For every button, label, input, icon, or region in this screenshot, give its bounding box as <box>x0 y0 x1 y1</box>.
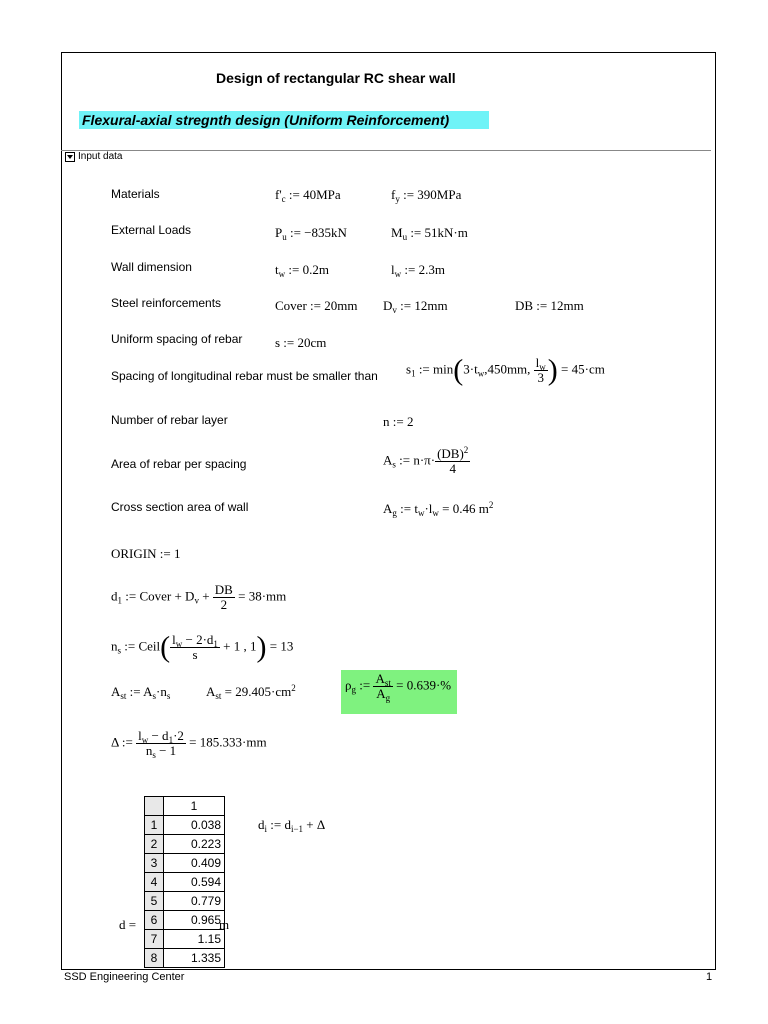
row-value: 0.594 <box>164 873 225 892</box>
eq-db: DB := 12mm <box>515 298 584 313</box>
row-index: 3 <box>145 854 164 873</box>
val-lw: 2.3m <box>418 262 445 277</box>
eq-mu: $M_u$ := 51kN·m <box>391 225 468 242</box>
d-matrix <box>144 796 225 968</box>
eq-dv: $D_v$ := 12mm <box>383 298 448 315</box>
val-origin: 1 <box>173 546 181 561</box>
region-label: Input data <box>78 151 123 162</box>
eq-cover: Cover := 20mm <box>275 298 358 313</box>
val-ns: 13 <box>280 638 294 654</box>
row-index: 5 <box>145 892 164 911</box>
eq-delta: Δ := $\frac{l_w - d_1\cdot 2}{n_s - 1}$ = 185.333·mm <box>111 728 267 760</box>
val-n: 2 <box>406 414 414 429</box>
matrix-lhs: d = <box>119 917 137 932</box>
eq-tw: $t_w$ := 0.2m <box>275 262 329 279</box>
eq-ast: $A_{st}$ := $A_s\cdot n_s$ <box>111 684 171 701</box>
eq-s: s := 20cm <box>275 335 327 350</box>
row-value: 0.779 <box>164 892 225 911</box>
row-value: 0.965 <box>164 911 225 930</box>
eq-fc: $f'_c$ := 40MPa <box>275 187 341 204</box>
label-uniform-spacing: Uniform spacing of rebar <box>111 332 243 346</box>
label-num-layer: Number of rebar layer <box>111 413 228 427</box>
table-row <box>145 854 225 873</box>
label-area-rebar: Area of rebar per spacing <box>111 457 247 471</box>
eq-as: $A_s$ := n·π· $\frac{(DB)^2}{4}$ <box>383 445 469 476</box>
matrix-header-row <box>145 797 225 816</box>
table-row <box>145 892 225 911</box>
matrix-unit: m <box>219 917 230 932</box>
footer-divider <box>61 969 716 970</box>
collapse-toggle-icon[interactable] <box>65 152 75 162</box>
row-index: 8 <box>145 949 164 968</box>
table-row <box>145 949 225 968</box>
eq-n: n := 2 <box>383 414 414 429</box>
val-dv: 12mm <box>414 298 448 313</box>
eq-s1: $s_1$ := $\min(3\cdot t_w,450mm$, $\frac{l_w}{3}$ ) = 45·cm <box>406 353 605 387</box>
row-index: 1 <box>145 816 164 835</box>
eq-fy: $f_y$ := 390MPa <box>391 187 462 204</box>
label-materials: Materials <box>111 187 160 201</box>
val-fy: 390MPa <box>417 187 462 202</box>
val-rho: 0.639·% <box>406 677 452 693</box>
label-external-loads: External Loads <box>111 223 192 237</box>
row-index: 7 <box>145 930 164 949</box>
table-row <box>145 911 225 930</box>
label-cross-section: Cross section area of wall <box>111 500 249 514</box>
val-pu: −835kN <box>304 225 347 240</box>
table-row <box>145 873 225 892</box>
row-index: 2 <box>145 835 164 854</box>
val-s: 20cm <box>297 335 327 350</box>
matrix-corner <box>145 797 164 816</box>
val-d1: 38·mm <box>248 588 287 604</box>
val-s1: 45·cm <box>571 361 605 377</box>
row-value: 0.409 <box>164 854 225 873</box>
footer-page-number: 1 <box>706 971 713 983</box>
val-delta: 185.333·mm <box>199 734 267 750</box>
eq-lw: $l_w$ := 2.3m <box>391 262 445 279</box>
document-title: Design of rectangular RC shear wall <box>216 70 456 86</box>
region-divider <box>61 150 711 151</box>
val-cover: 20mm <box>324 298 358 313</box>
table-row <box>145 930 225 949</box>
row-value: 1.335 <box>164 949 225 968</box>
row-index: 4 <box>145 873 164 892</box>
eq-ns: $n_s$ := Ceil( $\frac{l_w - 2\cdot d_1}{s}$ + 1 , 1) = 13 <box>111 630 294 664</box>
val-ast: 29.405·cm <box>235 684 292 699</box>
eq-origin: ORIGIN := 1 <box>111 546 181 561</box>
eq-di: $d_i$ := $d_{i-1} + \Delta$ <box>258 817 326 834</box>
val-fc: 40MPa <box>303 187 341 202</box>
table-row <box>145 816 225 835</box>
row-value: 0.038 <box>164 816 225 835</box>
eq-pu: $P_u$ := −835kN <box>275 225 347 242</box>
eq-ast-result: $A_{st} = 29.405\cdot cm^2$ <box>206 683 296 701</box>
row-index: 6 <box>145 911 164 930</box>
eq-ag: $A_g$ := $t_w\cdot l_w = 0.46$ $m^2$ <box>383 500 494 518</box>
eq-rho: $\rho_g$ := $\frac{A_{st}}{A_g}$ = 0.639·% <box>345 671 452 703</box>
label-spacing-longitudinal: Spacing of longitudinal rebar must be smaller than <box>111 369 378 383</box>
label-wall-dimension: Wall dimension <box>111 260 192 274</box>
matrix-column-header: 1 <box>164 797 225 816</box>
footer-company: SSD Engineering Center <box>64 971 185 983</box>
val-tw: 0.2m <box>302 262 329 277</box>
label-steel-reinforcements: Steel reinforcements <box>111 296 222 310</box>
eq-d1: $d_1$ := Cover + $D_v$ + $\frac{DB}{2}$ = 38·mm <box>111 582 287 612</box>
section-heading: Flexural-axial stregnth design (Uniform Reinforcement) <box>82 112 450 128</box>
table-row <box>145 835 225 854</box>
val-ag: 0.46 <box>452 501 476 516</box>
row-value: 1.15 <box>164 930 225 949</box>
val-db: 12mm <box>550 298 584 313</box>
val-mu: 51kN·m <box>424 225 468 240</box>
row-value: 0.223 <box>164 835 225 854</box>
